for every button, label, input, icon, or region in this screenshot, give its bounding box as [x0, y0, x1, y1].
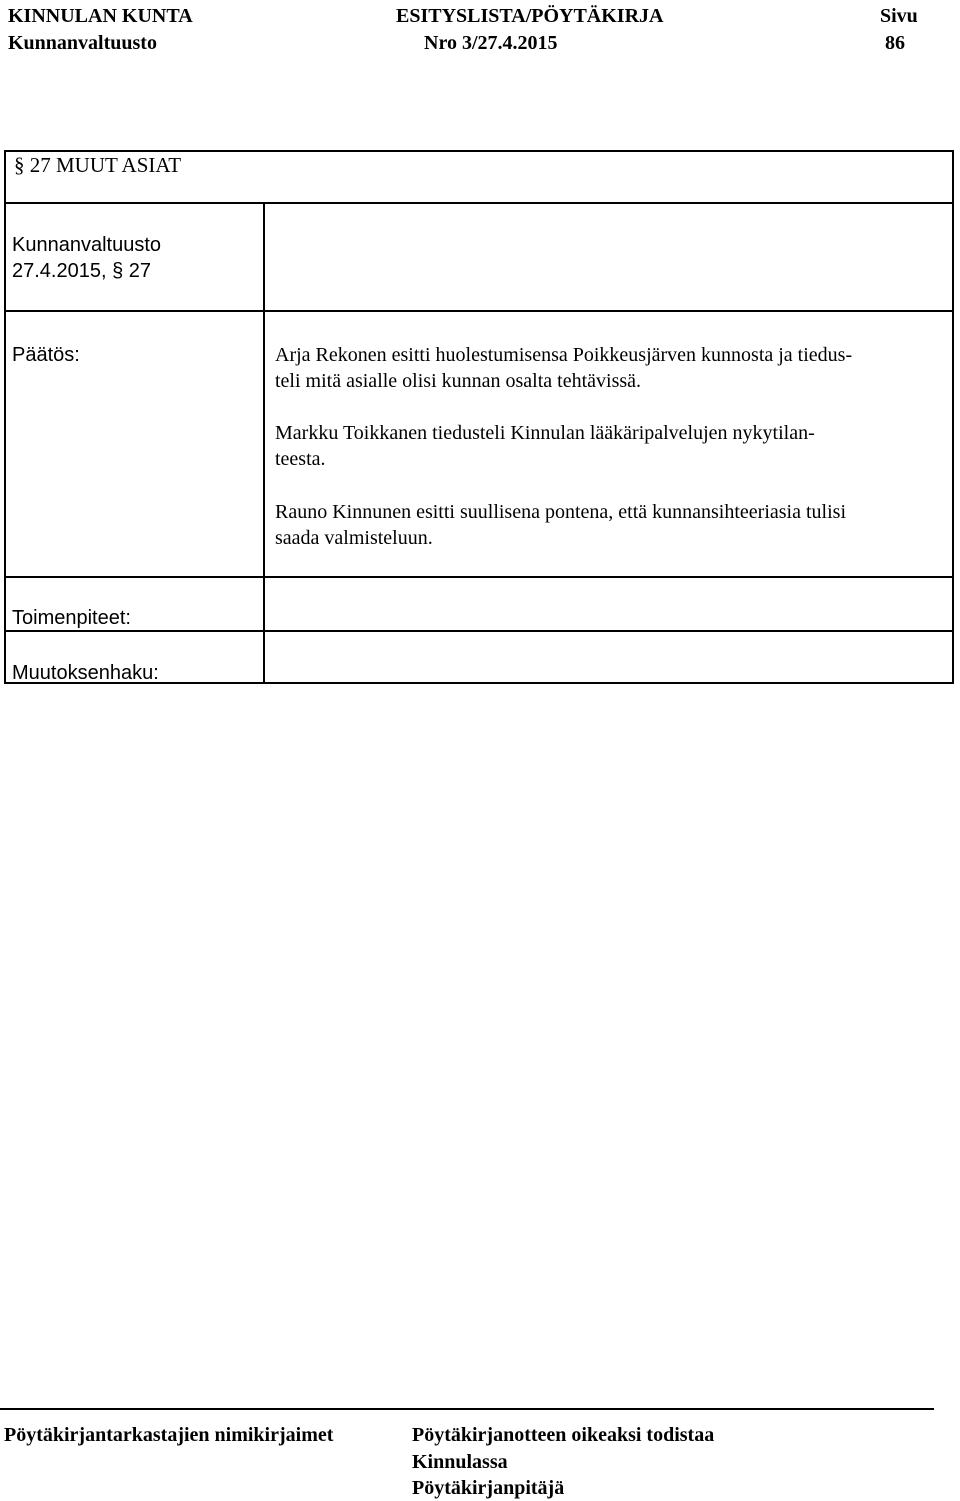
decision-label: Päätös:	[12, 344, 80, 366]
page-label: Sivu	[880, 5, 918, 27]
council-name: Kunnanvaltuusto	[8, 32, 157, 54]
meeting-number: Nro 3/27.4.2015	[424, 32, 558, 54]
decision-paragraph	[275, 499, 943, 551]
footer-initials-label: Pöytäkirjantarkastajien nimikirjaimet	[4, 1424, 334, 1446]
page-number: 86	[885, 32, 905, 54]
footer-place: Kinnulassa	[412, 1451, 508, 1473]
org-name: KINNULAN KUNTA	[8, 5, 193, 27]
section-title: § 27 MUUT ASIAT	[14, 153, 182, 177]
paragraph-line: Markku Toikkanen tiedusteli Kinnulan lääkäripalvelujen nykytilan-	[275, 422, 815, 444]
footer-secretary-label: Pöytäkirjanpitäjä	[412, 1477, 565, 1499]
paragraph-line: Rauno Kinnunen esitti suullisena pontena, että kunnansihteeriasia tulisi	[275, 501, 846, 523]
decision-paragraph	[275, 420, 943, 472]
agenda-item-table	[4, 150, 954, 684]
appeal-label: Muutoksenhaku:	[12, 662, 159, 684]
actions-label: Toimenpiteet:	[12, 607, 131, 629]
row-divider	[4, 576, 954, 578]
paragraph-line: saada valmisteluun.	[275, 527, 433, 549]
row-divider	[4, 630, 954, 632]
section-ref-body: Kunnanvaltuusto	[12, 234, 162, 256]
paragraph-line: Arja Rekonen esitti huolestumisensa Poikkeusjärven kunnosta ja tiedus-	[275, 344, 853, 366]
paragraph-line: teesta.	[275, 448, 326, 470]
section-ref-date: 27.4.2015, § 27	[12, 260, 152, 282]
footer-certified-label: Pöytäkirjanotteen oikeaksi todistaa	[412, 1424, 715, 1446]
column-divider	[263, 202, 265, 684]
paragraph-line: teli mitä asialle olisi kunnan osalta tehtävissä.	[275, 370, 642, 392]
footer-rule	[0, 1408, 934, 1410]
document-type: ESITYSLISTA/PÖYTÄKIRJA	[396, 5, 664, 27]
row-divider	[4, 310, 954, 312]
decision-paragraph	[275, 342, 943, 394]
row-divider	[4, 202, 954, 204]
